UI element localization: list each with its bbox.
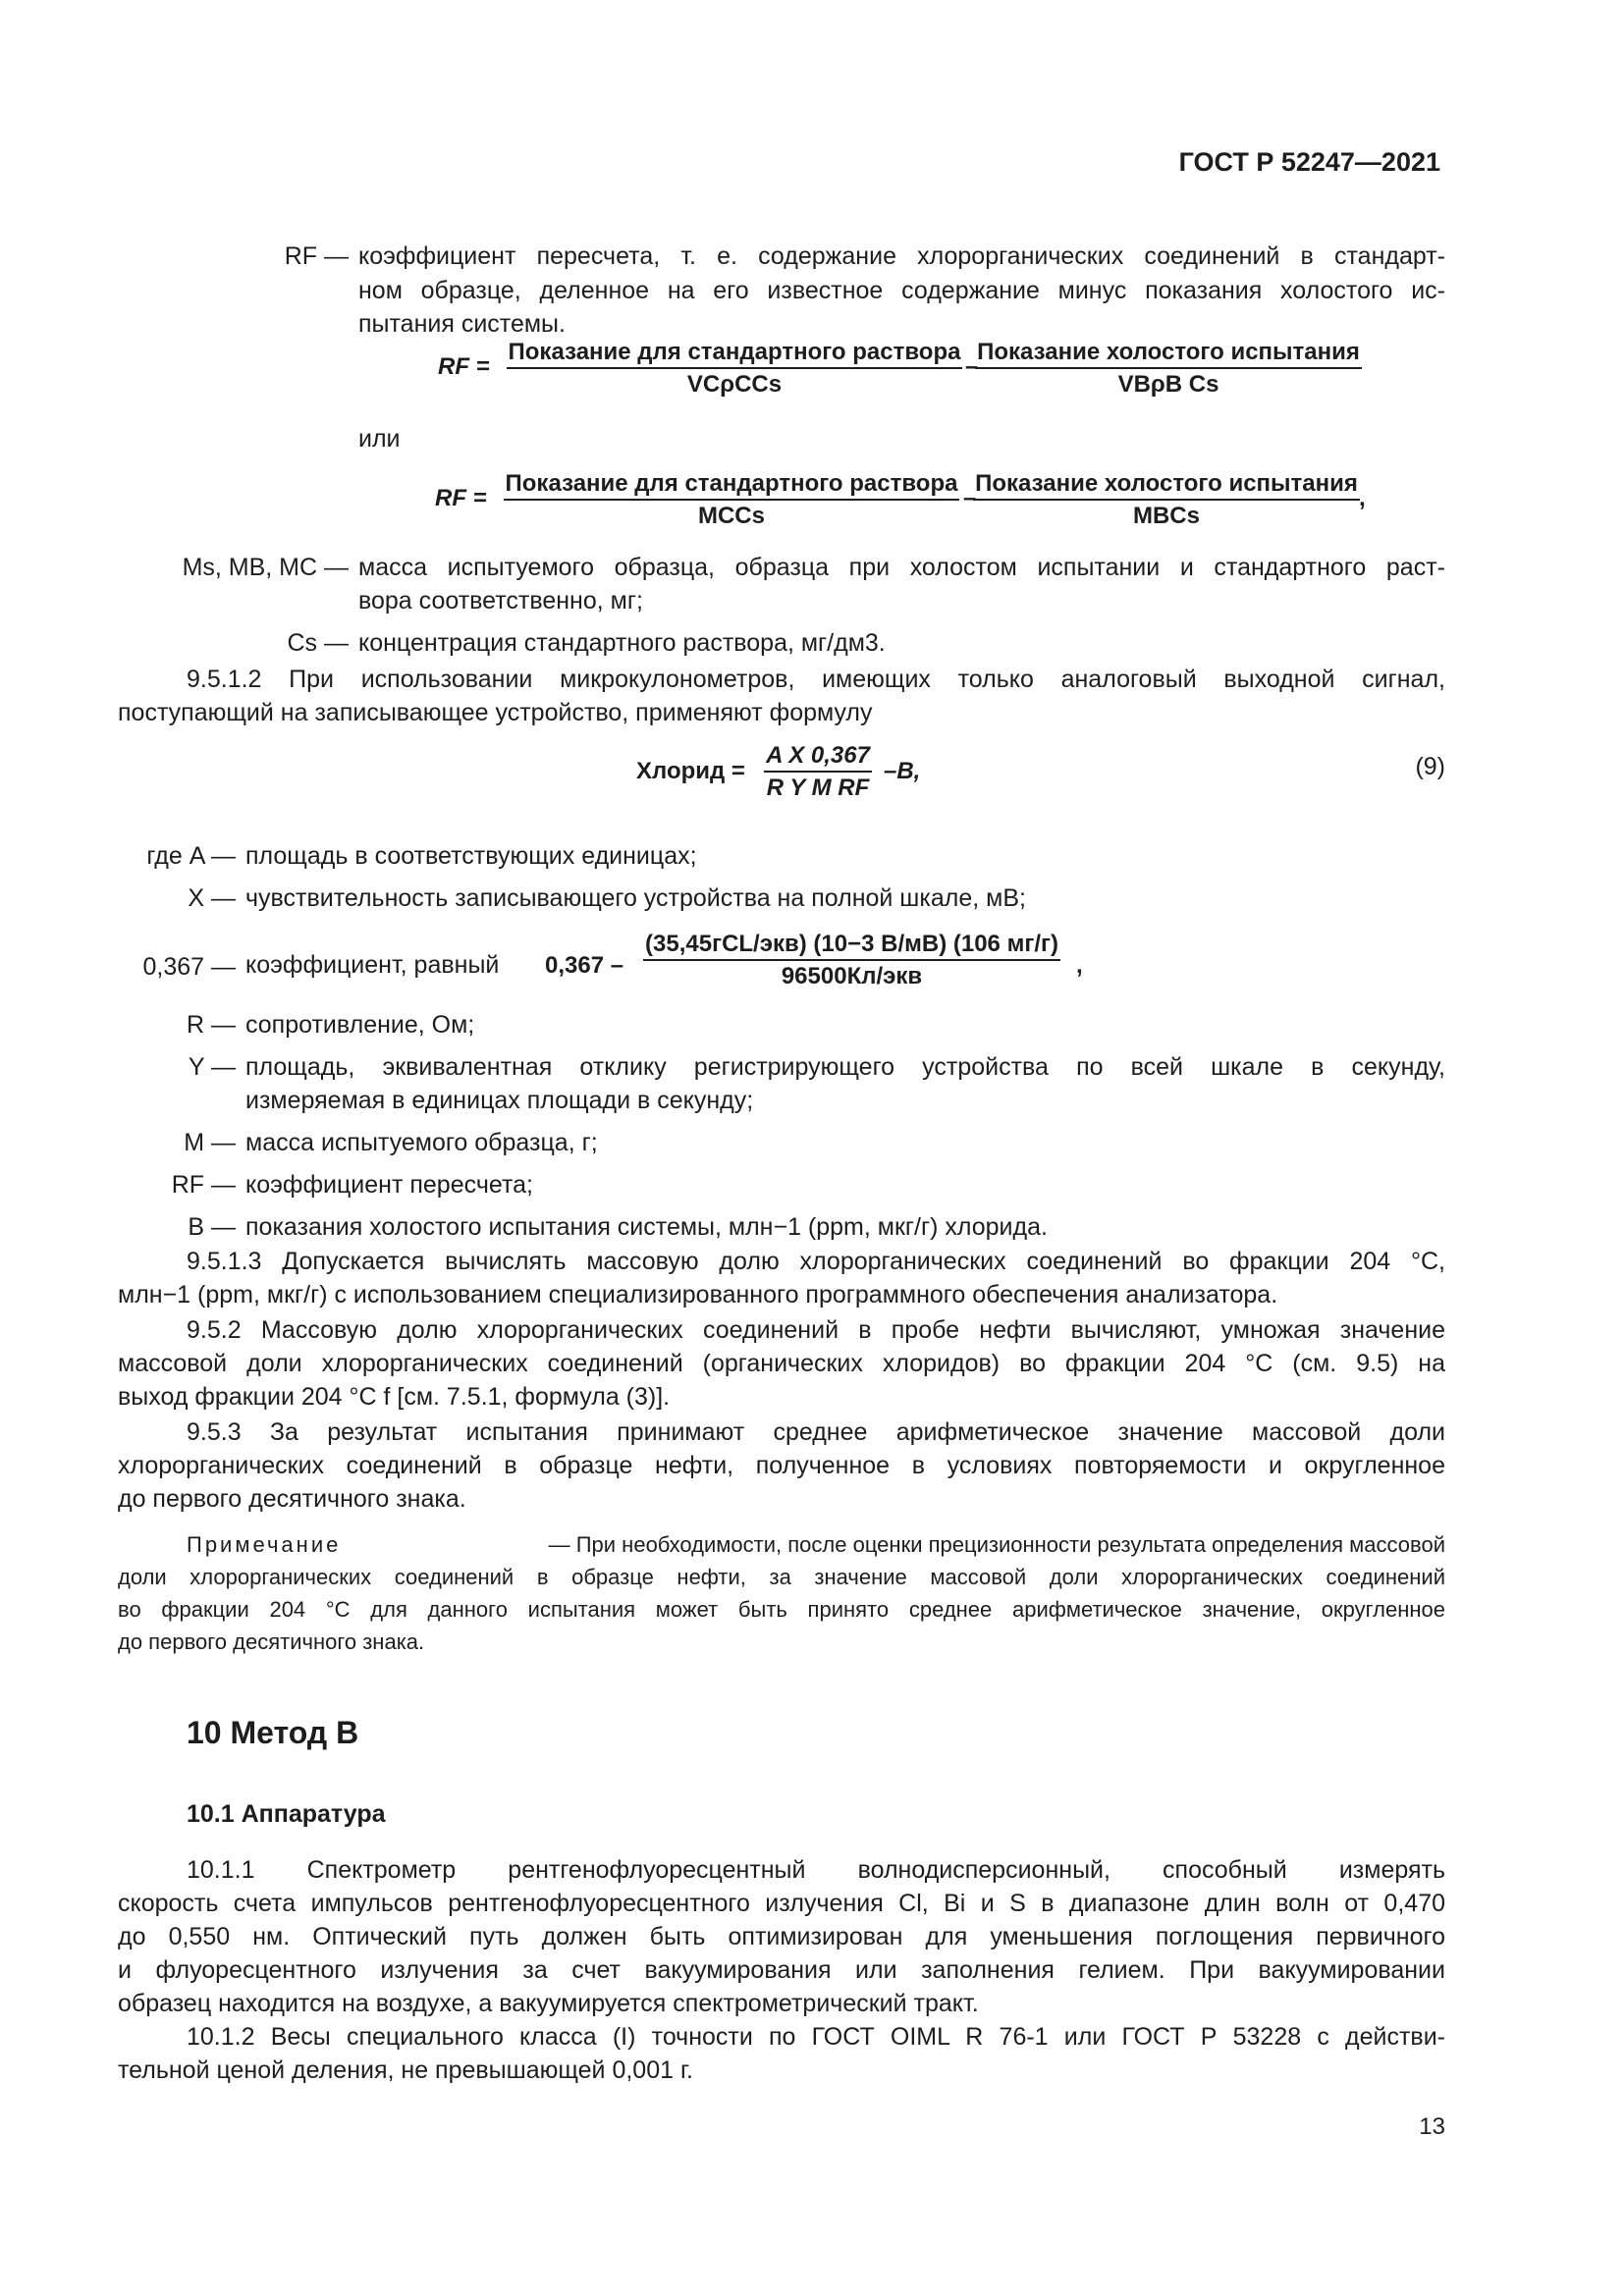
p9513-line-1: 9.5.1.3 Допускается вычислять массовую долю хлорорганических соединений во фракции 204 °С,	[187, 1248, 1445, 1275]
k-formula-fraction	[628, 931, 1075, 990]
p1012-line-2: тельной ценой деления, не превышающей 0,001 г.	[118, 2056, 693, 2084]
rf-def-line-3: пытания системы.	[358, 310, 566, 338]
section-10-1-title: 10.1 Аппаратура	[187, 1800, 386, 1828]
formula9-denominator: R Y M RF	[766, 774, 870, 801]
formula2-lhs: RF =	[435, 485, 487, 511]
formula2-minus: –	[963, 485, 977, 511]
formula9-numerator: A X 0,367	[764, 742, 872, 773]
rf-def-line-2: ном образце, деленное на его известное содержание минус показания холостого ис-	[358, 277, 1445, 304]
where-k-term: 0,367 —	[142, 953, 236, 981]
k-formula-comma: ,	[1076, 952, 1083, 979]
formula9-tail: –B,	[884, 758, 921, 784]
where-y-line-1: площадь, эквивалентная отклику регистрирующего устройства по всей шкале в секунду,	[245, 1053, 1445, 1081]
page-number: 13	[1419, 2113, 1445, 2140]
formula1-minus: –	[965, 353, 979, 380]
where-y-line-2: измеряемая в единицах площади в секунду;	[245, 1087, 754, 1114]
formula1-denominator-1: VCρCCs	[686, 371, 783, 398]
formula2-numerator-1: Показание для стандартного раствора	[504, 470, 960, 501]
or-word: или	[358, 425, 401, 453]
p9512-line-2: поступающий на записывающее устройство, применяют формулу	[118, 699, 873, 726]
where-r-term: R —	[187, 1011, 236, 1039]
p952-line-1: 9.5.2 Массовую долю хлорорганических соединений в пробе нефти вычисляют, умножая значение	[187, 1316, 1445, 1344]
formula1-numerator-2: Показание холостого испытания	[975, 339, 1362, 369]
where-k-text: коэффициент, равный	[245, 951, 500, 979]
p1011-line-2: скорость счета импульсов рентгенофлуоресцентного излучения Cl, Bi и S в диапазоне длин волн от 0,470	[118, 1890, 1445, 1917]
rf-def-line-1: коэффициент пересчета, т. е. содержание хлорорганических соединений в стандарт-	[358, 242, 1445, 270]
where-a-term: где A —	[146, 842, 236, 870]
formula2-fraction-1	[501, 470, 962, 530]
p9512-line-1: 9.5.1.2 При использовании микрокулонометров, имеющих только аналоговый выходной сигнал,	[187, 666, 1445, 693]
cs-def-text: концентрация стандартного раствора, мг/дм3.	[358, 629, 886, 657]
formula1-fraction-2	[977, 339, 1360, 399]
masses-def-line-1: масса испытуемого образца, образца при холостом испытании и стандартного раст-	[358, 554, 1445, 581]
formula2-fraction-2	[975, 470, 1358, 530]
rf-term: RF —	[284, 242, 349, 270]
formula9-lhs: Хлорид =	[636, 758, 745, 784]
masses-term: Ms, MB, MC —	[182, 554, 349, 581]
where-a-text: площадь в соответствующих единицах;	[245, 842, 697, 870]
where-m-text: масса испытуемого образца, г;	[245, 1129, 598, 1156]
note-line-4: до первого десятичного знака.	[118, 1629, 425, 1654]
where-rf-text: коэффициент пересчета;	[245, 1171, 533, 1199]
k-formula-numerator: (35,45гCL/экв) (10−3 B/мB) (106 мг/г)	[643, 931, 1060, 961]
formula1-numerator-1: Показание для стандартного раствора	[507, 339, 963, 369]
p1011-line-5: образец находится на воздухе, а вакуумируется спектрометрический тракт.	[118, 1990, 979, 2017]
p953-line-1: 9.5.3 За результат испытания принимают среднее арифметическое значение массовой доли	[187, 1418, 1445, 1446]
where-b-text: показания холостого испытания системы, млн−1 (ppm, мкг/г) хлорида.	[245, 1213, 1048, 1241]
formula2-comma: ,	[1359, 485, 1366, 511]
p952-line-2: массовой доли хлорорганических соединений (органических хлоридов) во фракции 204 °С (см. 9.5) на	[118, 1350, 1445, 1377]
where-b-term: B —	[188, 1213, 236, 1241]
cs-term: Cs —	[287, 629, 349, 657]
p1011-line-3: до 0,550 нм. Оптический путь должен быть оптимизирован для уменьшения поглощения первичного	[118, 1923, 1445, 1950]
where-r-text: сопротивление, Ом;	[245, 1011, 475, 1039]
masses-def-line-2: вора соответственно, мг;	[358, 587, 643, 614]
p952-line-3: выход фракции 204 °С f [см. 7.5.1, формула (3)].	[118, 1383, 671, 1411]
formula2-denominator-1: MCCs	[697, 503, 765, 529]
p1011-line-1: 10.1.1 Спектрометр рентгенофлуоресцентный волнодисперсионный, способный измерять	[187, 1856, 1445, 1884]
p1011-line-4: и флуоресцентного излучения за счет вакуумирования или заполнения гелием. При вакуумировании	[118, 1956, 1445, 1984]
note-label: Примечание	[187, 1532, 342, 1557]
formula2-numerator-2: Показание холостого испытания	[973, 470, 1360, 501]
where-x-text: чувствительность записывающего устройства на полной шкале, мВ;	[245, 884, 1026, 912]
where-m-term: M —	[184, 1129, 236, 1156]
p953-line-3: до первого десятичного знака.	[118, 1485, 466, 1513]
formula1-denominator-2: VBρB Cs	[1117, 371, 1219, 398]
formula1-lhs: RF =	[438, 353, 490, 380]
formula2-denominator-2: MBCs	[1132, 503, 1200, 529]
note-line-2: доли хлорорганических соединений в образце нефти, за значение массовой доли хлорорганических соединений	[118, 1565, 1445, 1589]
where-x-term: X —	[188, 884, 236, 912]
k-formula-denominator: 96500Кл/экв	[781, 963, 923, 989]
formula9-number: (9)	[1415, 753, 1445, 780]
p953-line-2: хлорорганических соединений в образце нефти, полученное в условиях повторяемости и округленное	[118, 1452, 1445, 1479]
where-rf-term: RF —	[171, 1171, 236, 1199]
where-y-term: Y —	[188, 1053, 236, 1081]
formula9-fraction	[754, 742, 882, 802]
note-line-3: во фракции 204 °С для данного испытания может быть принято среднее арифметическое значение, округленное	[118, 1597, 1445, 1622]
section-10-title: 10 Метод В	[187, 1715, 359, 1750]
p9513-line-2: млн−1 (ppm, мкг/г) с использованием специализированного программного обеспечения анализатора.	[118, 1281, 1278, 1308]
note-line-1	[187, 1528, 1445, 1561]
document-header: ГОСТ Р 52247—2021	[1178, 147, 1440, 177]
p1012-line-1: 10.1.2 Весы специального класса (I) точности по ГОСТ OIML R 76-1 или ГОСТ Р 53228 с действи-	[187, 2023, 1445, 2051]
formula1-fraction-1	[504, 339, 965, 399]
k-formula-lhs: 0,367 –	[545, 952, 624, 979]
note-line-1-text: — При необходимости, после оценки прецизионности результата определения массовой	[548, 1532, 1445, 1557]
